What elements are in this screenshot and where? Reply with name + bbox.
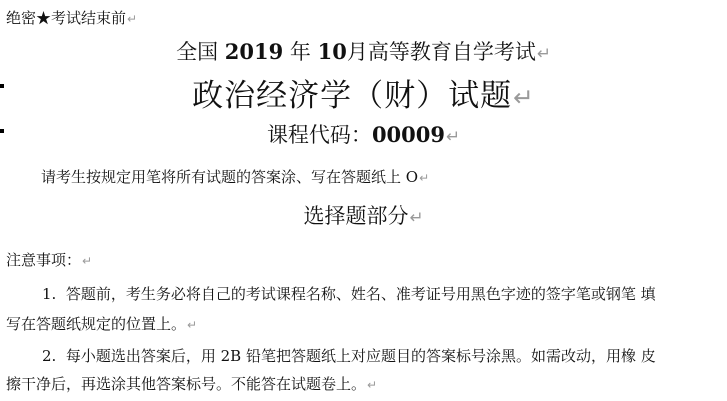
notice-heading: 注意事项： bbox=[6, 251, 82, 269]
section-title-line bbox=[0, 200, 727, 230]
notice-item-2-line-1 bbox=[42, 345, 656, 366]
exam-name-prefix: 全国 bbox=[176, 40, 219, 64]
instruction-text: 请考生按规定用笔将所有试题的答案涂、写在答题纸上 O bbox=[41, 168, 419, 186]
exam-title: 政治经济学（财）试题 bbox=[192, 78, 513, 114]
paragraph-mark-icon: ↵ bbox=[127, 12, 138, 26]
course-code-line bbox=[0, 119, 727, 149]
course-code: 00009 bbox=[371, 122, 445, 147]
paragraph-mark-icon: ↵ bbox=[419, 171, 430, 185]
secret-label-line bbox=[6, 7, 137, 28]
exam-month: 10 bbox=[317, 39, 347, 64]
secret-label: 绝密★考试结束前 bbox=[6, 9, 127, 27]
exam-name-mid: 年 bbox=[289, 40, 311, 64]
course-code-label: 课程代码： bbox=[266, 123, 372, 147]
instruction-line bbox=[41, 166, 429, 187]
paragraph-mark-icon: ↵ bbox=[82, 254, 93, 268]
paragraph-mark-icon: ↵ bbox=[446, 126, 461, 146]
notice-item-number: 2. bbox=[42, 347, 57, 365]
notice-item-text: 擦干净后，再选涂其他答案标号。不能答在试题卷上。 bbox=[6, 375, 367, 393]
notice-item-text: 写在答题纸规定的位置上。 bbox=[6, 315, 187, 333]
exam-name-suffix: 月高等教育自学考试 bbox=[346, 40, 536, 64]
section-title: 选择题部分 bbox=[303, 204, 409, 228]
paragraph-mark-icon: ↵ bbox=[536, 43, 551, 63]
exam-year: 2019 bbox=[224, 39, 284, 64]
notice-item-1-line-1 bbox=[42, 283, 656, 304]
paragraph-mark-icon: ↵ bbox=[367, 378, 378, 392]
exam-name-line bbox=[0, 36, 727, 66]
notice-item-number: 1. bbox=[42, 285, 57, 303]
notice-item-text: 答题前，考生务必将自己的考试课程名称、姓名、准考证号用黑色字迹的签字笔或钢笔 填 bbox=[65, 285, 656, 303]
paragraph-mark-icon: ↵ bbox=[187, 318, 198, 332]
notice-item-2-line-2 bbox=[6, 373, 377, 394]
notice-item-text: 每小题选出答案后，用 2B 铅笔把答题纸上对应题目的答案标号涂黑。如需改动，用橡 皮 bbox=[65, 347, 656, 365]
paragraph-mark-icon: ↵ bbox=[409, 207, 424, 227]
notice-item-1-line-2 bbox=[6, 313, 197, 334]
paragraph-mark-icon: ↵ bbox=[513, 83, 535, 112]
notice-heading-line bbox=[6, 249, 92, 270]
exam-title-line bbox=[0, 70, 727, 115]
